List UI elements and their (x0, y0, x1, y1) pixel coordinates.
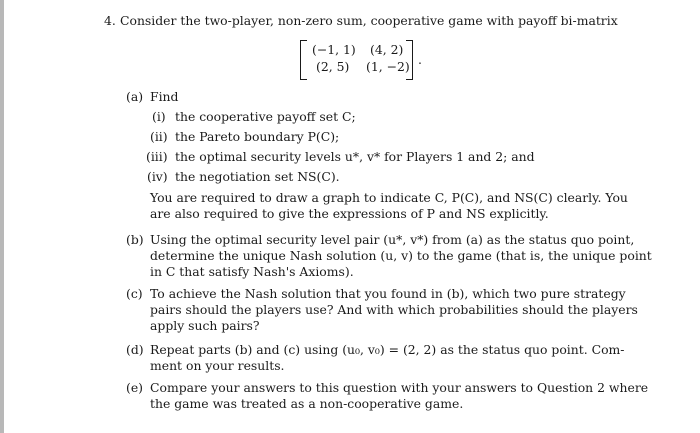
part-c-line: apply such pairs? (150, 318, 260, 333)
part-d-line: ment on your results. (150, 358, 285, 373)
part-b-label: (b) (126, 232, 144, 247)
part-e-line: Compare your answers to this question with your answers to Question 2 where (150, 380, 649, 395)
question-number: 4. (104, 13, 116, 28)
part-a-item-text: the Pareto boundary P(C); (175, 129, 340, 144)
matrix-cell-r1c1: (−1, 1) (312, 42, 356, 57)
part-b-line: determine the unique Nash solution (u, v) to the game (that is, the unique point (150, 248, 652, 263)
part-a-note-line: You are required to draw a graph to indicate C, P(C), and NS(C) clearly. You (150, 190, 628, 205)
part-b-line: Using the optimal security level pair (u*, v*) from (a) as the status quo point, (150, 232, 635, 247)
part-d-label: (d) (126, 342, 144, 357)
part-a-label: (a) (126, 89, 144, 104)
part-a-item-text: the negotiation set NS(C). (175, 169, 340, 184)
matrix-cell-r2c1: (2, 5) (316, 59, 350, 74)
part-c-line: pairs should the players use? And with which probabilities should the players (150, 302, 638, 317)
matrix-cell-r2c2: (1, −2) (366, 59, 410, 74)
matrix-left-bracket (300, 40, 307, 80)
part-a-item-number: (ii) (150, 129, 168, 144)
matrix-cell-r1c2: (4, 2) (370, 42, 404, 57)
question-header (104, 13, 618, 29)
part-a-title: Find (150, 89, 179, 104)
part-e-line: the game was treated as a non-cooperative game. (150, 396, 464, 411)
part-c-line: To achieve the Nash solution that you found in (b), which two pure strategy (150, 286, 626, 301)
part-a-item-text: the optimal security levels u*, v* for Players 1 and 2; and (175, 149, 535, 164)
part-b-line: in C that satisfy Nash's Axioms). (150, 264, 354, 279)
matrix-period: . (418, 52, 422, 67)
part-a-item-number: (iv) (147, 169, 168, 184)
part-c-label: (c) (126, 286, 143, 301)
part-a-note-line: are also required to give the expressions of P and NS explicitly. (150, 206, 549, 221)
part-e-label: (e) (126, 380, 144, 395)
question-intro: Consider the two-player, non-zero sum, cooperative game with payoff bi-matrix (120, 13, 618, 28)
part-a-item-number: (iii) (146, 149, 168, 164)
part-d-line: Repeat parts (b) and (c) using (u₀, v₀) = (2, 2) as the status quo point. Com- (150, 342, 625, 357)
part-a-item-text: the cooperative payoff set C; (175, 109, 356, 124)
payoff-bimatrix (300, 40, 430, 78)
part-a-item-number: (i) (152, 109, 166, 124)
